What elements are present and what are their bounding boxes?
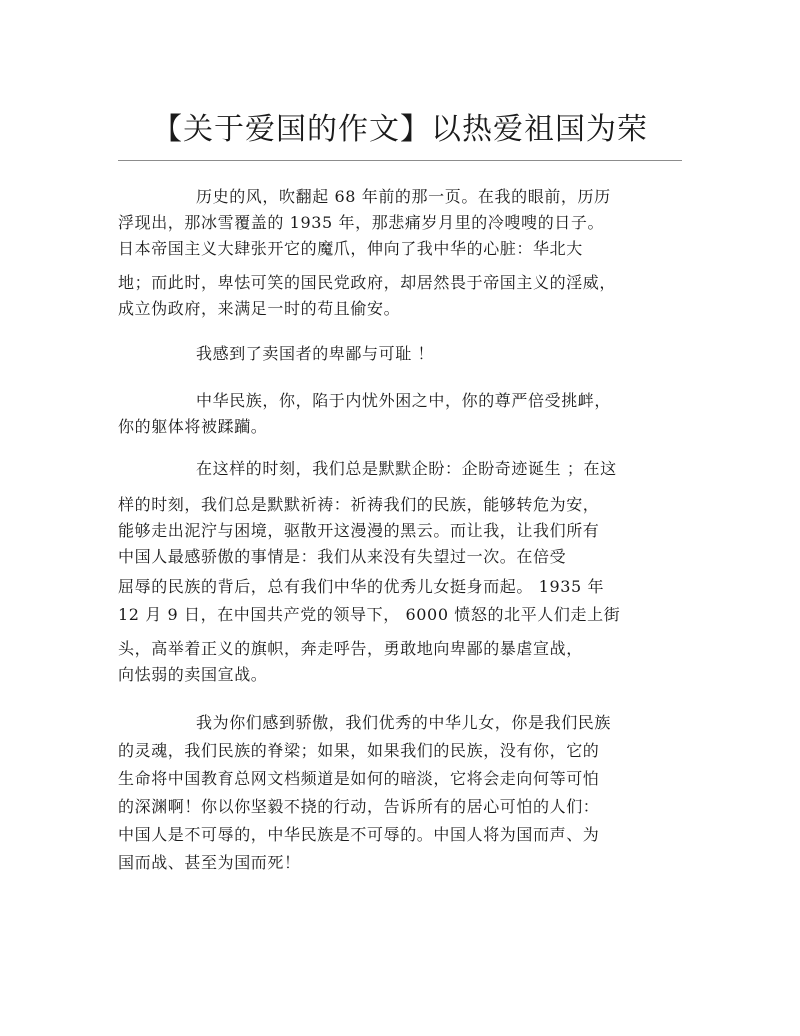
text-line: 中国人最感骄傲的事情是：我们从来没有失望过一次。在倍受 xyxy=(118,547,567,566)
text-line: 12 月 9 日，在中国共产党的领导下， 6000 愤怒的北平人们走上街 xyxy=(118,605,621,624)
text-line: 成立伪政府，来满足一时的苟且偷安。 xyxy=(118,299,401,318)
text-line: 在这样的时刻，我们总是默默企盼：企盼奇迹诞生 ；在这 xyxy=(196,459,617,478)
text-line: 中国人是不可辱的，中华民族是不可辱的。中国人将为国而声、为 xyxy=(118,825,600,844)
text-line: 历史的风，吹翻起 68 年前的那一页。在我的眼前，历历 xyxy=(196,187,611,206)
text-line: 浮现出，那冰雪覆盖的 1935 年，那悲痛岁月里的冷嗖嗖的日子。 xyxy=(118,213,605,232)
text-line: 能够走出泥泞与困境，驱散开这漫漫的黑云。而让我，让我们所有 xyxy=(118,521,600,540)
text-line: 生命将中国教育总网文档频道是如何的暗淡，它将会走向何等可怕 xyxy=(118,769,600,788)
text-line: 我为你们感到骄傲，我们优秀的中华儿女，你是我们民族 xyxy=(196,713,612,732)
text-line: 向怯弱的卖国宣战。 xyxy=(118,665,268,684)
text-line: 地；而此时，卑怯可笑的国民党政府，却居然畏于帝国主义的淫威， xyxy=(118,273,617,292)
text-line: 我感到了卖国者的卑鄙与可耻 ！ xyxy=(196,344,435,363)
text-line: 中华民族，你，陷于内忧外困之中，你的尊严倍受挑衅， xyxy=(196,391,612,410)
document-title: 【关于爱国的作文】以热爱祖国为荣 xyxy=(152,112,648,147)
text-line: 头，高举着正义的旗帜，奔走呼告，勇敢地向卑鄙的暴虐宣战， xyxy=(118,639,583,658)
text-line: 日本帝国主义大肆张开它的魔爪，伸向了我中华的心脏：华北大 xyxy=(118,239,583,258)
text-line: 屈辱的民族的背后，总有我们中华的优秀儿女挺身而起。 1935 年 xyxy=(118,577,605,596)
text-line: 的灵魂，我们民族的脊梁；如果，如果我们的民族，没有你，它的 xyxy=(118,741,600,760)
text-line: 你的躯体将被蹂躏。 xyxy=(118,417,268,436)
text-line: 国而战、甚至为国而死！ xyxy=(118,853,301,872)
text-line: 样的时刻，我们总是默默祈祷：祈祷我们的民族，能够转危为安， xyxy=(118,495,600,514)
text-line: 的深渊啊！你以你坚毅不挠的行动，告诉所有的居心可怕的人们： xyxy=(118,797,600,816)
title-divider xyxy=(118,160,682,161)
